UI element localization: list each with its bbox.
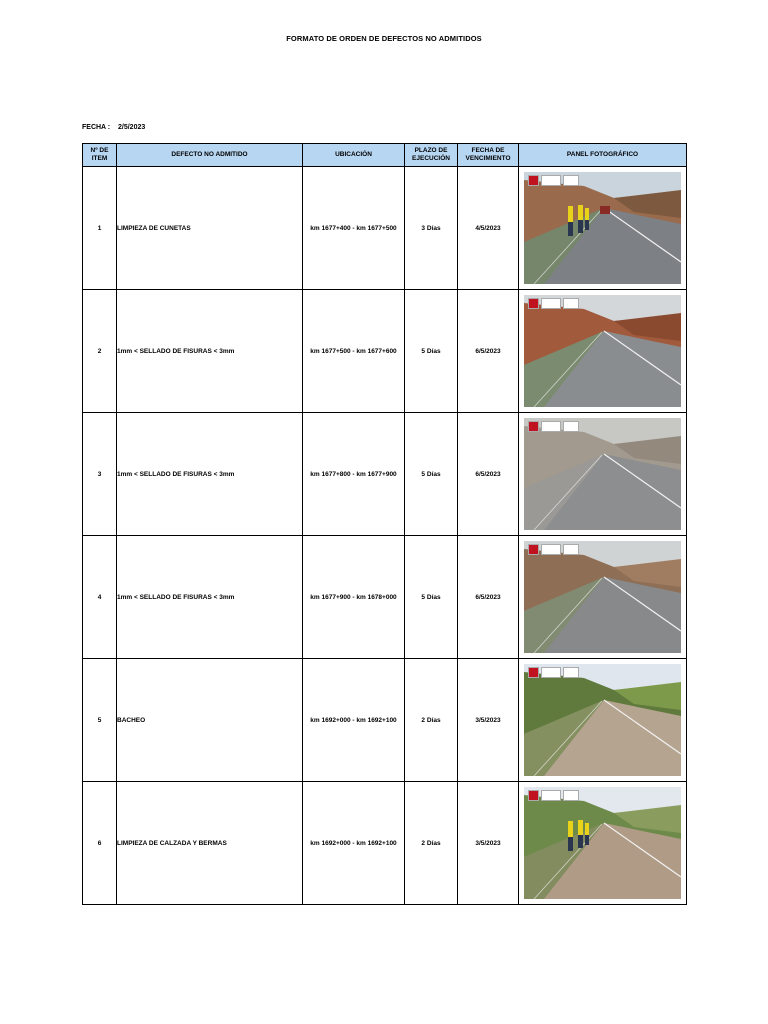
row-item: 1	[83, 167, 117, 290]
row-photo-cell	[519, 290, 687, 413]
defects-table	[82, 143, 687, 905]
road-photo-4	[524, 541, 681, 653]
header-ubicacion: UBICACIÓN	[303, 144, 405, 167]
row-ubicacion: km 1677+800 - km 1677+900	[303, 413, 405, 536]
road-photo-2	[524, 295, 681, 407]
row-plazo: 2 Días	[405, 659, 458, 782]
row-defecto: BACHEO	[117, 659, 303, 782]
table-row	[83, 413, 687, 536]
row-item: 5	[83, 659, 117, 782]
row-ubicacion: km 1677+400 - km 1677+500	[303, 167, 405, 290]
row-item: 2	[83, 290, 117, 413]
ministry-logo	[528, 667, 579, 678]
table-row	[83, 167, 687, 290]
row-item: 4	[83, 536, 117, 659]
header-vencimiento: FECHA DE VENCIMIENTO	[458, 144, 519, 167]
header-panel: PANEL FOTOGRÁFICO	[519, 144, 687, 167]
row-photo-cell	[519, 167, 687, 290]
table-row	[83, 782, 687, 905]
ministry-logo	[528, 298, 579, 309]
row-plazo: 5 Días	[405, 536, 458, 659]
row-ubicacion: km 1692+000 - km 1692+100	[303, 659, 405, 782]
road-photo-1	[524, 172, 681, 284]
row-ubicacion: km 1677+900 - km 1678+000	[303, 536, 405, 659]
row-photo-cell	[519, 659, 687, 782]
row-ubicacion: km 1677+500 - km 1677+600	[303, 290, 405, 413]
row-photo-cell	[519, 413, 687, 536]
row-item: 3	[83, 413, 117, 536]
document-title: FORMATO DE ORDEN DE DEFECTOS NO ADMITIDOS	[286, 34, 482, 43]
header-plazo: PLAZO DE EJECUCIÓN	[405, 144, 458, 167]
road-photo-3	[524, 418, 681, 530]
header-item: Nº DE ITEM	[83, 144, 117, 167]
row-plazo: 5 Días	[405, 290, 458, 413]
row-item: 6	[83, 782, 117, 905]
road-photo-5	[524, 664, 681, 776]
row-plazo: 5 Días	[405, 413, 458, 536]
row-plazo: 2 Días	[405, 782, 458, 905]
fecha-label: FECHA :	[82, 124, 111, 131]
row-photo-cell	[519, 536, 687, 659]
header-defecto: DEFECTO NO ADMITIDO	[117, 144, 303, 167]
row-vencimiento: 6/5/2023	[458, 290, 519, 413]
row-vencimiento: 3/5/2023	[458, 659, 519, 782]
row-defecto: LIMPIEZA DE CALZADA Y BERMAS	[117, 782, 303, 905]
row-vencimiento: 6/5/2023	[458, 536, 519, 659]
ministry-logo	[528, 175, 579, 186]
fecha-value: 2/5/2023	[118, 124, 146, 131]
table-row	[83, 659, 687, 782]
ministry-logo	[528, 544, 579, 555]
row-ubicacion: km 1692+000 - km 1692+100	[303, 782, 405, 905]
row-photo-cell	[519, 782, 687, 905]
ministry-logo	[528, 421, 579, 432]
table-row	[83, 290, 687, 413]
row-defecto: 1mm < SELLADO DE FISURAS < 3mm	[117, 413, 303, 536]
row-defecto: 1mm < SELLADO DE FISURAS < 3mm	[117, 290, 303, 413]
row-plazo: 3 Días	[405, 167, 458, 290]
road-photo-6	[524, 787, 681, 899]
row-vencimiento: 3/5/2023	[458, 782, 519, 905]
row-defecto: LIMPIEZA DE CUNETAS	[117, 167, 303, 290]
table-row	[83, 536, 687, 659]
row-defecto: 1mm < SELLADO DE FISURAS < 3mm	[117, 536, 303, 659]
row-vencimiento: 4/5/2023	[458, 167, 519, 290]
ministry-logo	[528, 790, 579, 801]
row-vencimiento: 6/5/2023	[458, 413, 519, 536]
table-header-row	[83, 144, 687, 167]
